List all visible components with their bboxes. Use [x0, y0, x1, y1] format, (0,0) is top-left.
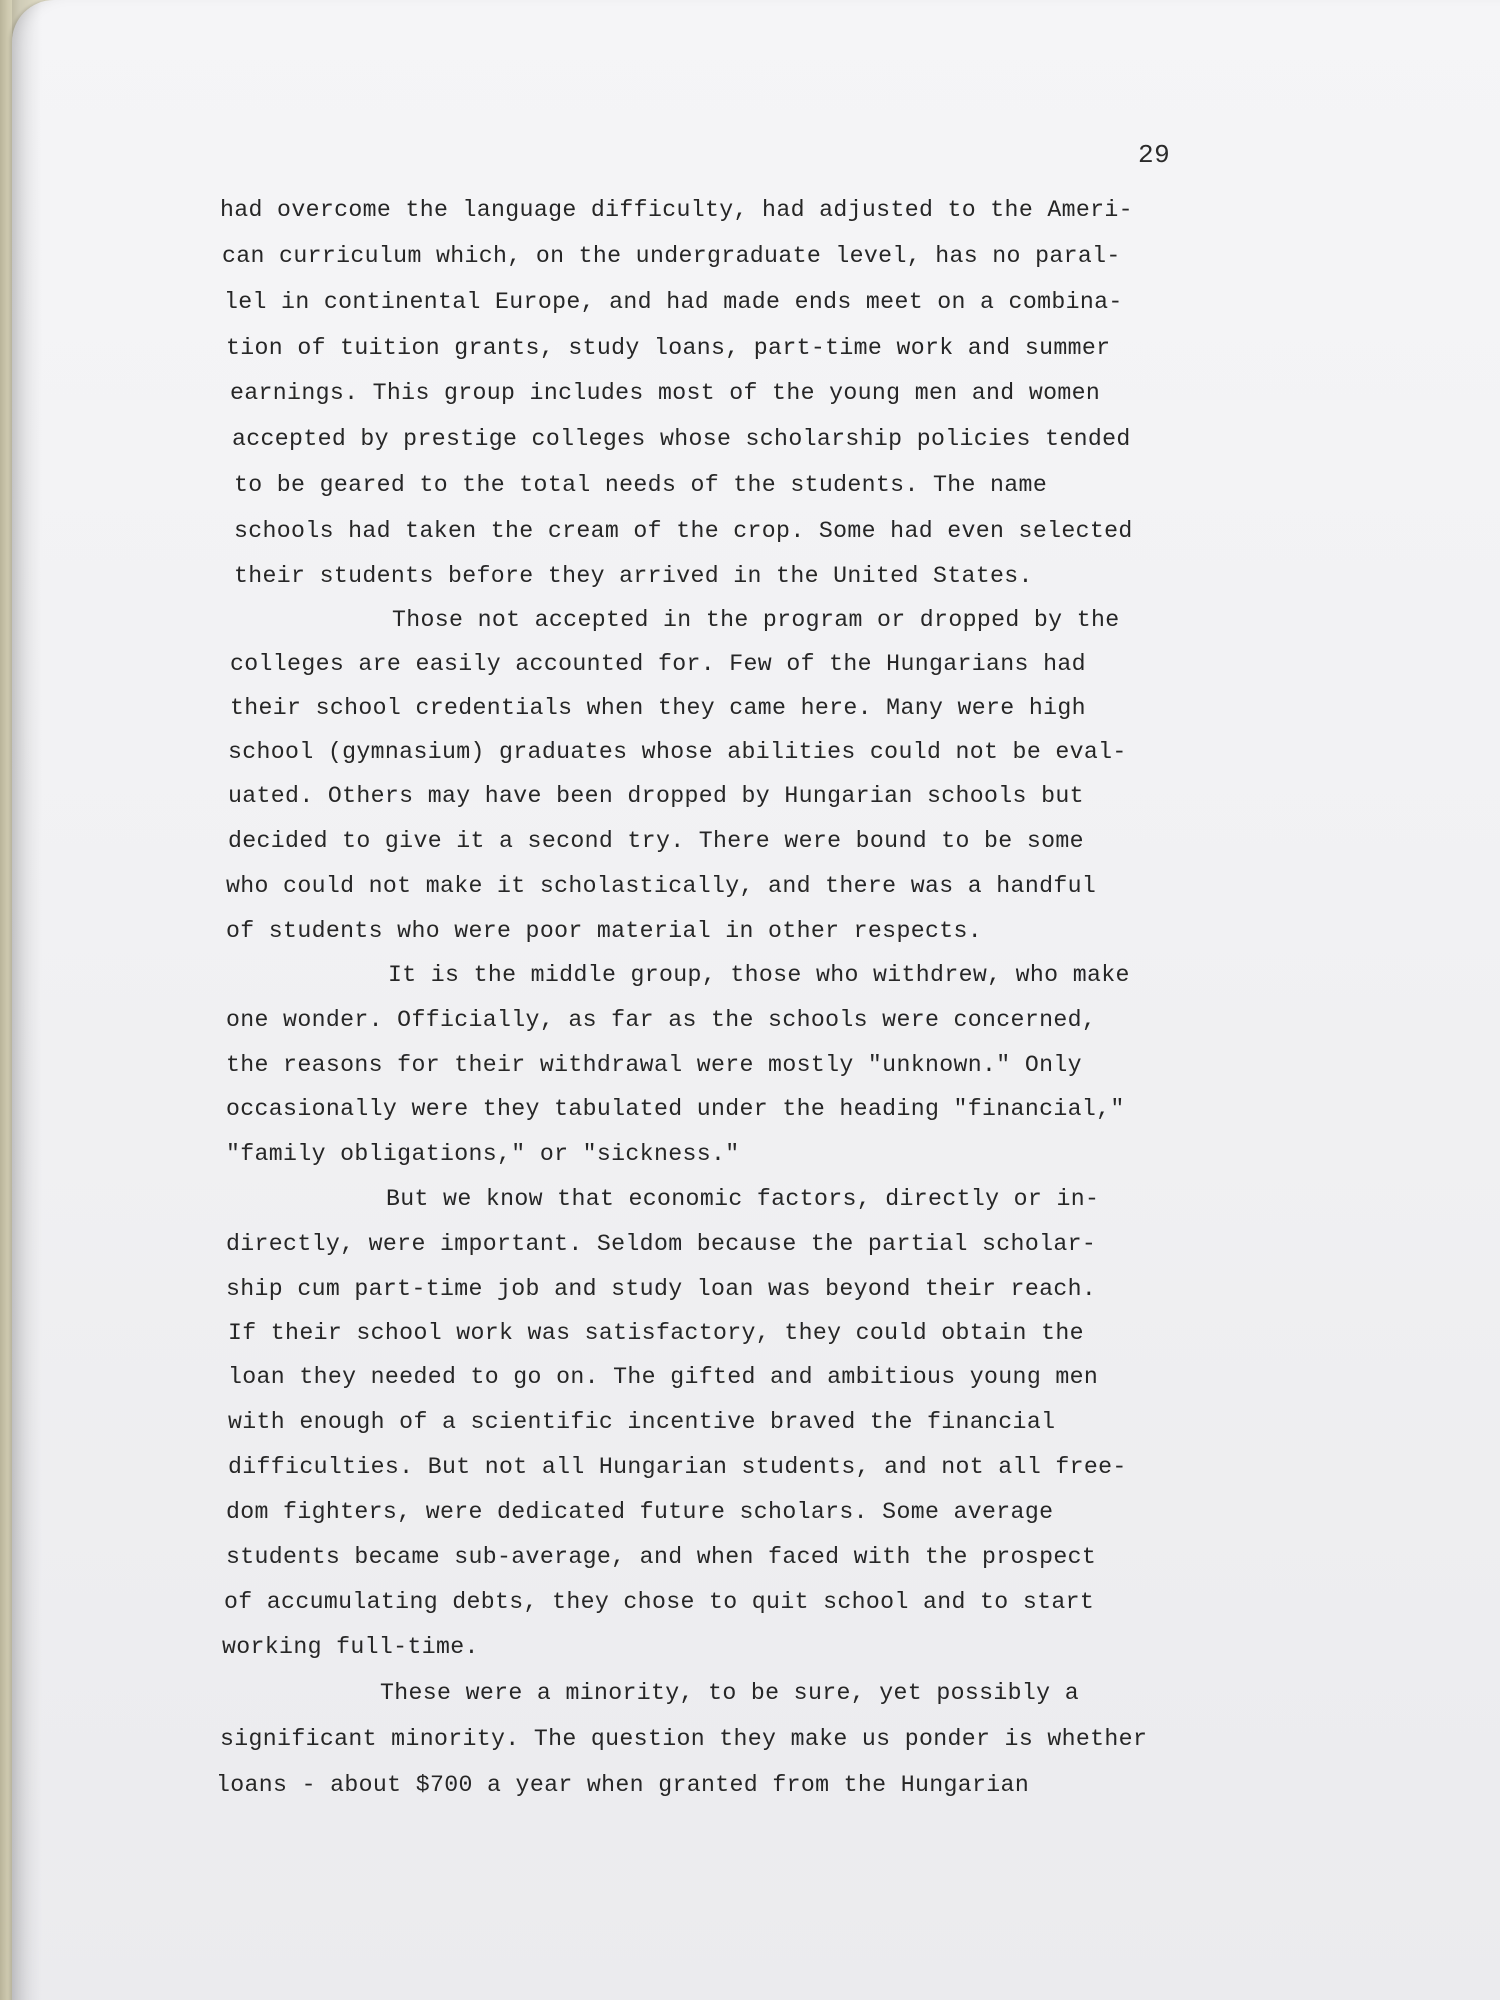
text-line: Those not accepted in the program or dropped by the — [392, 607, 1120, 633]
text-line: to be geared to the total needs of the students. The name — [234, 472, 1048, 498]
text-line: of students who were poor material in other respects. — [226, 918, 983, 944]
text-line: can curriculum which, on the undergraduate level, has no paral- — [222, 243, 1121, 269]
text-line: of accumulating debts, they chose to quit school and to start — [224, 1589, 1095, 1615]
text-line: who could not make it scholastically, and there was a handful — [226, 873, 1097, 899]
text-line: uated. Others may have been dropped by Hungarian schools but — [228, 783, 1084, 809]
text-line: working full-time. — [222, 1634, 479, 1660]
text-line: But we know that economic factors, directly or in- — [386, 1186, 1100, 1212]
text-line: colleges are easily accounted for. Few of the Hungarians had — [230, 651, 1086, 677]
text-line: their school credentials when they came here. Many were high — [230, 695, 1086, 721]
text-line: occasionally were they tabulated under the heading "financial," — [226, 1096, 1125, 1122]
text-line: decided to give it a second try. There were bound to be some — [228, 828, 1084, 854]
text-line: one wonder. Officially, as far as the schools were concerned, — [226, 1007, 1097, 1033]
text-line: difficulties. But not all Hungarian students, and not all free- — [228, 1454, 1127, 1480]
text-line: It is the middle group, those who withdrew, who make — [388, 962, 1130, 988]
text-line: earnings. This group includes most of the young men and women — [230, 380, 1101, 406]
text-line: with enough of a scientific incentive braved the financial — [228, 1409, 1056, 1435]
text-line: "family obligations," or "sickness." — [226, 1141, 740, 1167]
text-line: the reasons for their withdrawal were mostly "unknown." Only — [226, 1052, 1082, 1078]
text-line: These were a minority, to be sure, yet possibly a — [380, 1680, 1079, 1706]
text-line: students became sub-average, and when faced with the prospect — [226, 1544, 1097, 1570]
text-line: lel in continental Europe, and had made ends meet on a combina- — [224, 289, 1123, 315]
text-line: had overcome the language difficulty, had adjusted to the Ameri- — [220, 197, 1133, 223]
text-line: school (gymnasium) graduates whose abilities could not be eval- — [228, 739, 1127, 765]
text-line: If their school work was satisfactory, they could obtain the — [228, 1320, 1084, 1346]
page-number: 29 — [1138, 140, 1171, 170]
text-line: their students before they arrived in the United States. — [234, 563, 1033, 589]
text-line: ship cum part-time job and study loan was beyond their reach. — [226, 1276, 1097, 1302]
text-line: loans - about $700 a year when granted from the Hungarian — [216, 1772, 1030, 1798]
text-line: loan they needed to go on. The gifted and ambitious young men — [228, 1364, 1099, 1390]
text-line: significant minority. The question they make us ponder is whether — [220, 1726, 1148, 1752]
text-line: directly, were important. Seldom because the partial scholar- — [226, 1231, 1097, 1257]
text-line: schools had taken the cream of the crop. Some had even selected — [234, 518, 1133, 544]
text-line: accepted by prestige colleges whose scholarship policies tended — [232, 426, 1131, 452]
text-line: dom fighters, were dedicated future scholars. Some average — [226, 1499, 1054, 1525]
text-line: tion of tuition grants, study loans, part-time work and summer — [226, 335, 1111, 361]
